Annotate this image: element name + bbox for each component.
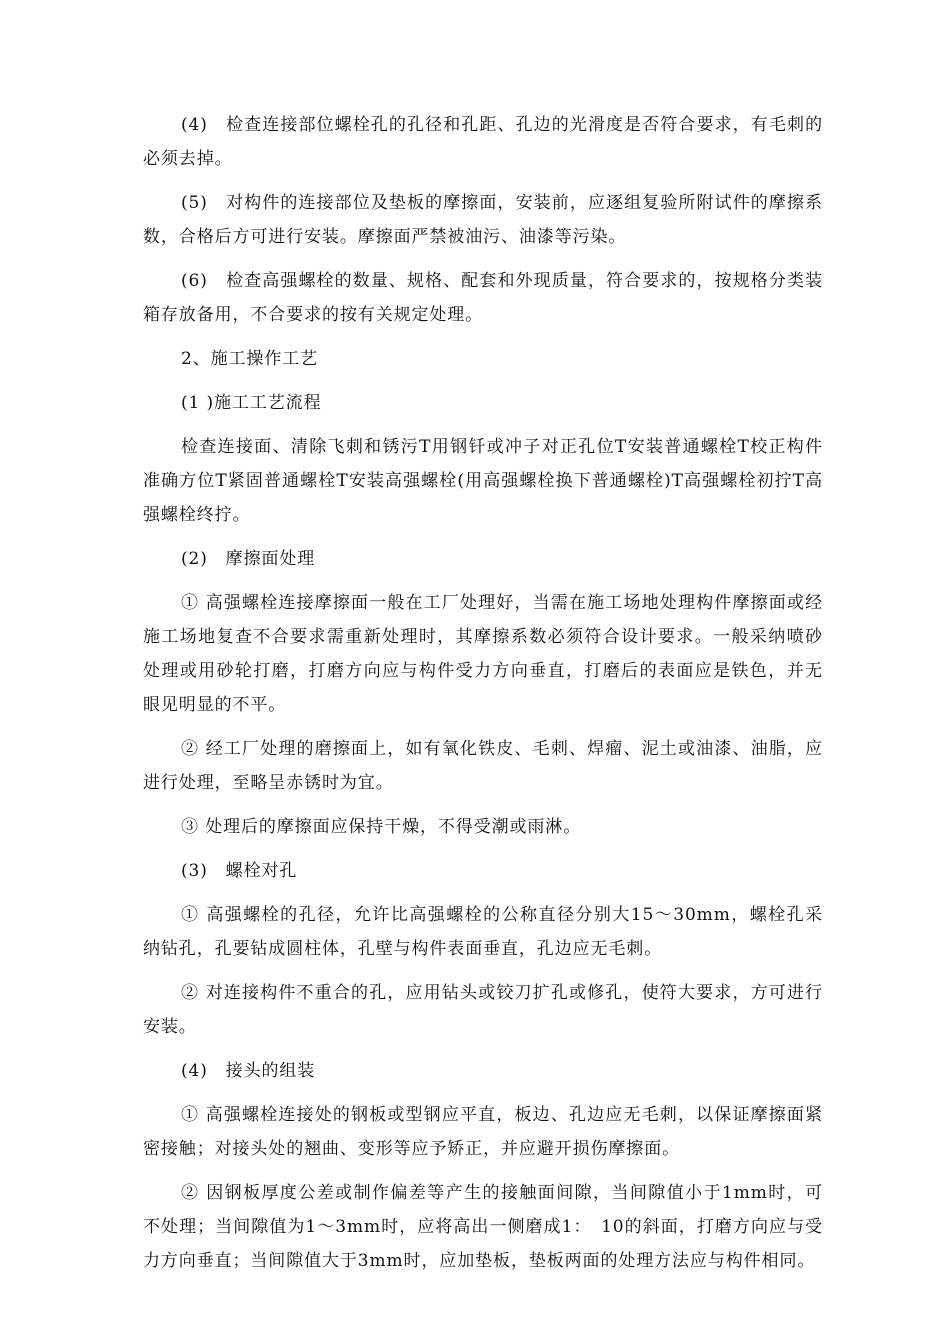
paragraph-friction-item-2: ② 经工厂处理的磨擦面上，如有氧化铁皮、毛刺、焊瘤、泥土或油漆、油脂，应进行处理，至略呈赤锈时为宜。 [143,739,823,793]
section-heading-construction-process: 2、施工操作工艺 [181,349,319,369]
document-body [143,108,823,1278]
paragraph-check-bolt-holes: (4) 检查连接部位螺栓孔的孔径和孔距、孔边的光滑度是否符合要求，有毛刺的必须去掉。 [143,115,823,169]
paragraph-process-flow: 检查连接面、清除飞刺和锈污T用钢钎或冲子对正孔位T安装普通螺栓T校正构件准确方位T紧固普通螺栓T安装高强螺栓(用高强螺栓换下普通螺栓)T高强螺栓初拧T高强螺栓终拧。 [143,437,823,525]
subheading-bolt-alignment: (3) 螺栓对孔 [181,861,298,881]
subheading-process-flow: (1 )施工工艺流程 [181,393,322,413]
paragraph-bolt-item-2: ② 对连接构件不重合的孔，应用钻头或铰刀扩孔或修孔，使符大要求，方可进行安装。 [143,983,823,1037]
paragraph-friction-item-3: ③ 处理后的摩擦面应保持干燥，不得受潮或雨淋。 [181,817,582,837]
paragraph-friction-item-1: ① 高强螺栓连接摩擦面一般在工厂处理好，当需在施工场地处理构件摩擦面或经施工场地复查不合要求需重新处理时，其摩擦系数必须符合设计要求。一般采纳喷砂处理或用砂轮打磨，打磨方向应与构件受力方向垂直，打磨后的表面应是铁色，并无眼见明显的不平。 [143,593,823,715]
paragraph-joint-item-1: ① 高强螺栓连接处的钢板或型钢应平直，板边、孔边应无毛刺，以保证摩擦面紧密接触；对接头处的翘曲、变形等应予矫正，并应避开损伤摩擦面。 [143,1105,823,1159]
subheading-joint-assembly: (4) 接头的组装 [181,1061,316,1081]
paragraph-check-bolt-quantity: (6) 检查高强螺栓的数量、规格、配套和外现质量，符合要求的，按规格分类装箱存放备用，不合要求的按有关规定处理。 [143,271,823,325]
paragraph-friction-surface-test: (5) 对构件的连接部位及垫板的摩擦面，安装前，应逐组复验所附试件的摩擦系数，合格后方可进行安装。摩擦面严禁被油污、油漆等污染。 [143,193,823,247]
paragraph-joint-item-2: ② 因钢板厚度公差或制作偏差等产生的接触面间隙，当间隙值小于1mm时，可不处理；当间隙值为1〜3mm时，应将高出一侧磨成1： 10的斜面，打磨方向应与受力方向垂直；当间隙值大于3mm时，应加垫板，垫板两面的处理方法应与构件相同。 [143,1183,823,1271]
subheading-friction-surface: (2) 摩擦面处理 [181,549,316,569]
paragraph-bolt-item-1: ① 高强螺栓的孔径，允许比高强螺栓的公称直径分别大15〜30mm，螺栓孔采纳钻孔，孔要钻成圆柱体，孔壁与构件表面垂直，孔边应无毛刺。 [143,905,823,959]
